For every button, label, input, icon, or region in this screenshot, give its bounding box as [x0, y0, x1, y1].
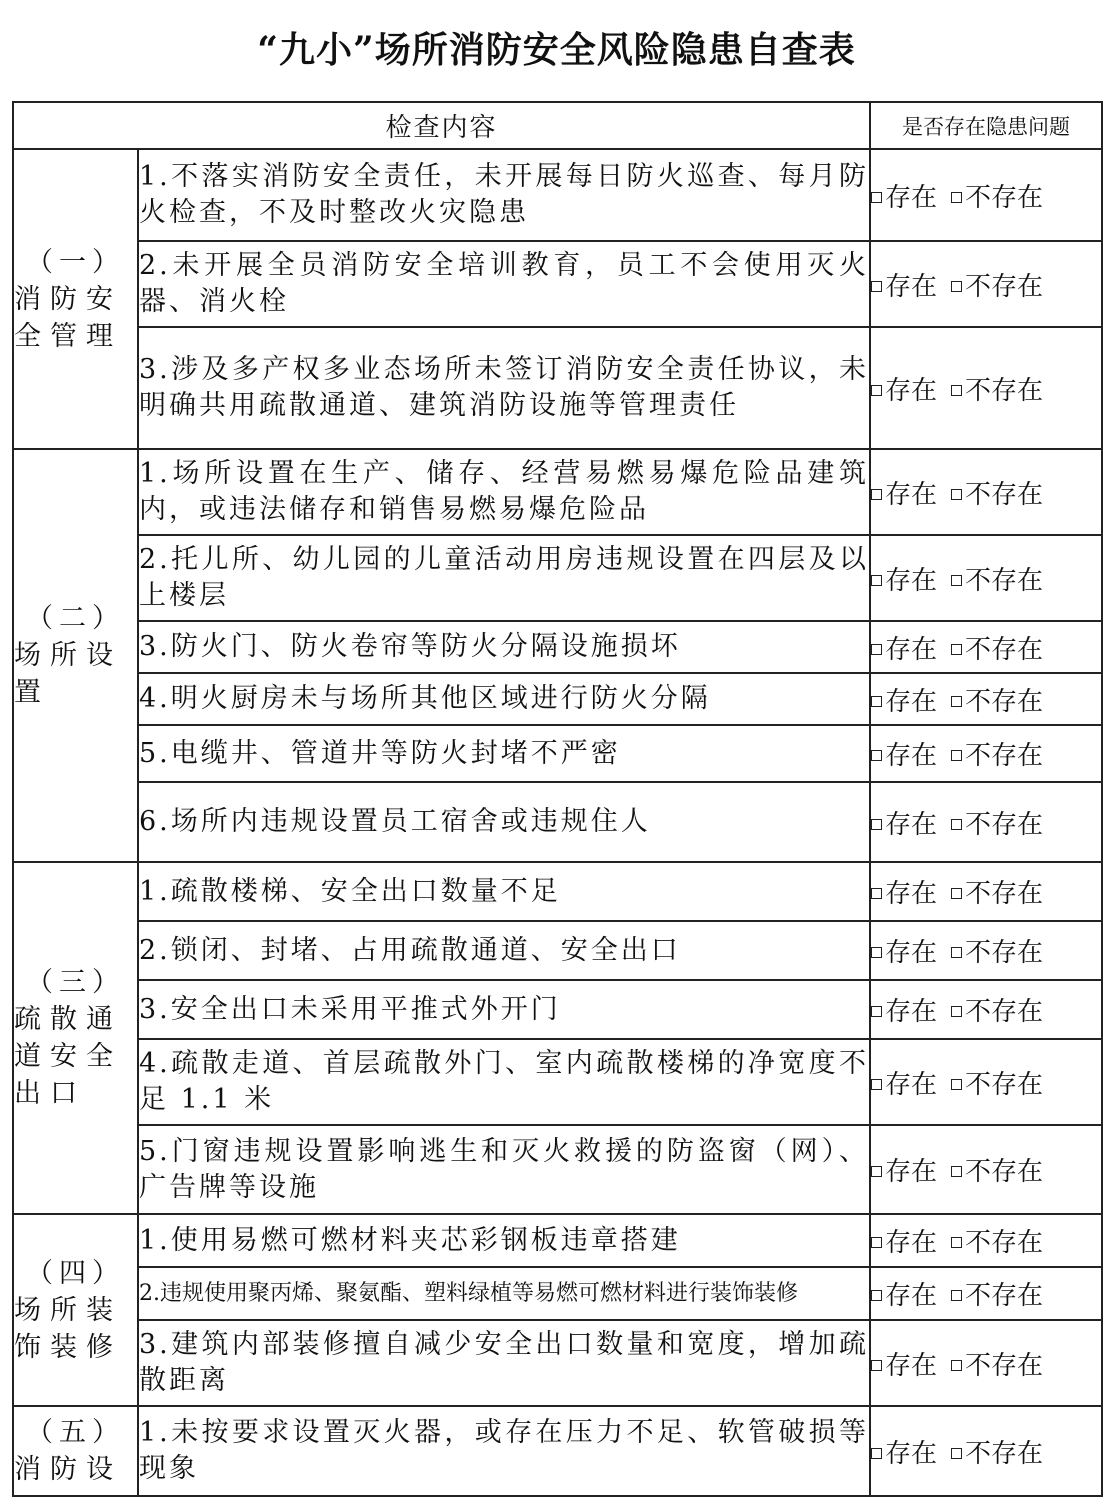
checkbox-icon[interactable]	[871, 1006, 882, 1017]
section-number: （二）	[26, 603, 125, 634]
check-item-text: 1.未按要求设置灭火器，或存在压力不足、软管破损等现象	[138, 1406, 870, 1496]
option-exists[interactable]	[871, 370, 937, 407]
option-label: 不存在	[965, 809, 1044, 840]
option-not-exists[interactable]	[951, 1433, 1043, 1470]
option-exists[interactable]	[871, 1064, 937, 1101]
option-not-exists[interactable]	[951, 1151, 1043, 1188]
check-item-text: 3.安全出口未采用平推式外开门	[138, 980, 870, 1039]
status-cell	[870, 921, 1102, 980]
option-not-exists[interactable]	[951, 1345, 1043, 1382]
option-not-exists[interactable]	[951, 560, 1043, 597]
option-exists[interactable]	[871, 560, 937, 597]
checklist-table	[12, 101, 1103, 1497]
status-cell	[870, 149, 1102, 241]
option-not-exists[interactable]	[951, 370, 1043, 407]
header-status: 是否存在隐患问题	[870, 102, 1102, 149]
option-label: 存在	[885, 741, 938, 771]
option-label: 不存在	[965, 1281, 1044, 1311]
checklist-row	[13, 1406, 1102, 1496]
section-label	[13, 1214, 138, 1406]
section-name: 消防设	[14, 1454, 122, 1485]
checkbox-icon[interactable]	[951, 1237, 962, 1248]
option-label: 不存在	[965, 182, 1044, 213]
checkbox-icon[interactable]	[951, 888, 962, 899]
checkbox-icon[interactable]	[871, 947, 882, 958]
section-label	[13, 1406, 138, 1496]
section-number: （三）	[26, 967, 125, 998]
option-label: 存在	[885, 634, 938, 665]
checklist-row	[13, 1214, 1102, 1267]
section-label	[13, 862, 138, 1214]
checklist-row	[13, 782, 1102, 862]
option-label: 不存在	[965, 565, 1044, 596]
checkbox-icon[interactable]	[951, 1360, 962, 1371]
checklist-row	[13, 725, 1102, 782]
checklist-row	[13, 327, 1102, 449]
checkbox-icon[interactable]	[951, 192, 962, 203]
checkbox-icon[interactable]	[871, 575, 882, 586]
status-cell	[870, 449, 1102, 535]
check-item-text: 2.未开展全员消防安全培训教育，员工不会使用灭火器、消火栓	[138, 241, 870, 327]
status-cell	[870, 862, 1102, 921]
checklist-row	[13, 1320, 1102, 1406]
option-not-exists[interactable]	[951, 177, 1043, 214]
section-number: （五）	[26, 1417, 125, 1448]
option-label: 不存在	[965, 375, 1044, 406]
check-item-text: 1.使用易燃可燃材料夹芯彩钢板违章搭建	[138, 1214, 870, 1267]
option-label: 不存在	[965, 1069, 1044, 1100]
status-cell	[870, 1406, 1102, 1496]
option-label: 存在	[885, 879, 938, 909]
option-label: 存在	[885, 1069, 938, 1100]
option-label: 不存在	[965, 1350, 1044, 1381]
checkbox-icon[interactable]	[951, 1006, 962, 1017]
option-label: 存在	[885, 375, 938, 406]
option-not-exists[interactable]	[951, 1222, 1043, 1259]
checkbox-icon[interactable]	[871, 888, 882, 899]
checkbox-icon[interactable]	[871, 1290, 882, 1301]
option-label: 存在	[885, 1228, 938, 1258]
option-label: 存在	[885, 1350, 938, 1381]
checklist-row	[13, 673, 1102, 725]
checkbox-icon[interactable]	[871, 385, 882, 396]
status-cell	[870, 1320, 1102, 1406]
section-number: （四）	[26, 1257, 125, 1289]
option-exists[interactable]	[871, 474, 937, 511]
option-not-exists[interactable]	[951, 681, 1043, 718]
checkbox-icon[interactable]	[871, 281, 882, 292]
section-label	[13, 149, 138, 449]
option-label: 不存在	[965, 997, 1044, 1027]
section-name: 消防安全管理	[14, 283, 122, 352]
option-label: 存在	[885, 997, 938, 1027]
option-not-exists[interactable]	[951, 991, 1043, 1028]
status-cell	[870, 1267, 1102, 1320]
check-item-text: 2.托儿所、幼儿园的儿童活动用房违规设置在四层及以上楼层	[138, 535, 870, 621]
checklist-row	[13, 921, 1102, 980]
checkbox-icon[interactable]	[871, 750, 882, 761]
status-cell	[870, 1039, 1102, 1125]
checkbox-icon[interactable]	[871, 192, 882, 203]
status-cell	[870, 725, 1102, 782]
option-exists[interactable]	[871, 629, 937, 666]
status-cell	[870, 1214, 1102, 1267]
checkbox-icon[interactable]	[951, 1166, 962, 1177]
checkbox-icon[interactable]	[951, 575, 962, 586]
status-cell	[870, 673, 1102, 725]
check-item-text: 2.锁闭、封堵、占用疏散通道、安全出口	[138, 921, 870, 980]
section-name: 场所设置	[14, 640, 122, 708]
option-label: 不存在	[965, 938, 1044, 968]
option-exists[interactable]	[871, 177, 937, 214]
option-label: 存在	[885, 809, 938, 840]
option-not-exists[interactable]	[951, 735, 1043, 772]
checkbox-icon[interactable]	[951, 644, 962, 655]
option-label: 不存在	[965, 479, 1044, 510]
option-exists[interactable]	[871, 1433, 937, 1470]
checklist-row	[13, 1125, 1102, 1214]
checkbox-icon[interactable]	[871, 1448, 882, 1459]
option-not-exists[interactable]	[951, 474, 1043, 511]
checklist-row	[13, 149, 1102, 241]
section-label	[13, 449, 138, 862]
check-item-text: 1.不落实消防安全责任，未开展每日防火巡查、每月防火检查，不及时整改火灾隐患	[138, 149, 870, 241]
checkbox-icon[interactable]	[951, 947, 962, 958]
check-item-text: 3.防火门、防火卷帘等防火分隔设施损坏	[138, 621, 870, 673]
option-exists[interactable]	[871, 1275, 937, 1312]
document-title: “九小”场所消防安全风险隐患自查表	[257, 29, 856, 71]
option-label: 不存在	[965, 741, 1044, 771]
option-exists[interactable]	[871, 873, 937, 910]
option-exists[interactable]	[871, 1151, 937, 1188]
checkbox-icon[interactable]	[871, 1079, 882, 1090]
checkbox-icon[interactable]	[951, 1079, 962, 1090]
option-label: 存在	[885, 1438, 938, 1469]
check-item-text: 1.场所设置在生产、储存、经营易燃易爆危险品建筑内，或违法储存和销售易燃易爆危险品	[138, 449, 870, 535]
header-content: 检查内容	[13, 102, 870, 149]
option-label: 不存在	[965, 686, 1044, 717]
checkbox-icon[interactable]	[871, 1237, 882, 1248]
option-label: 存在	[885, 182, 938, 213]
status-cell	[870, 535, 1102, 621]
check-item-text: 5.门窗违规设置影响逃生和灭火救援的防盗窗（网）、广告牌等设施	[138, 1125, 870, 1214]
check-item-text: 6.场所内违规设置员工宿舍或违规住人	[138, 782, 870, 862]
checklist-row	[13, 980, 1102, 1039]
option-not-exists[interactable]	[951, 873, 1043, 910]
checklist-row	[13, 1039, 1102, 1125]
option-exists[interactable]	[871, 804, 937, 841]
option-label: 存在	[885, 271, 938, 302]
checkbox-icon[interactable]	[871, 819, 882, 830]
option-exists[interactable]	[871, 932, 937, 969]
option-label: 不存在	[965, 634, 1044, 665]
option-label: 存在	[885, 565, 938, 596]
status-cell	[870, 1125, 1102, 1214]
option-label: 存在	[885, 938, 938, 968]
checkbox-icon[interactable]	[951, 819, 962, 830]
option-exists[interactable]	[871, 1345, 937, 1382]
option-label: 存在	[885, 686, 938, 717]
checkbox-icon[interactable]	[871, 696, 882, 707]
checkbox-icon[interactable]	[871, 1166, 882, 1177]
status-cell	[870, 241, 1102, 327]
option-exists[interactable]	[871, 735, 937, 772]
option-label: 不存在	[965, 1228, 1044, 1258]
checkbox-icon[interactable]	[951, 281, 962, 292]
status-cell	[870, 782, 1102, 862]
checklist-row	[13, 241, 1102, 327]
option-not-exists[interactable]	[951, 1275, 1043, 1312]
header-row	[13, 102, 1102, 149]
checkbox-icon[interactable]	[951, 489, 962, 500]
status-cell	[870, 621, 1102, 673]
check-item-text: 4.明火厨房未与场所其他区域进行防火分隔	[138, 673, 870, 725]
checkbox-icon[interactable]	[871, 489, 882, 500]
check-item-text: 3.涉及多产权多业态场所未签订消防安全责任协议，未明确共用疏散通道、建筑消防设施等管理责任	[138, 327, 870, 449]
section-number: （一）	[26, 246, 125, 278]
check-item-text: 3.建筑内部装修擅自减少安全出口数量和宽度，增加疏散距离	[138, 1320, 870, 1406]
checklist-row	[13, 862, 1102, 921]
section-name: 场所装饰装修	[14, 1294, 122, 1363]
section-name: 疏散通道安全出口	[14, 1004, 122, 1109]
option-not-exists[interactable]	[951, 804, 1043, 841]
option-label: 不存在	[965, 1157, 1044, 1187]
option-label: 存在	[885, 1281, 938, 1311]
checkbox-icon[interactable]	[951, 385, 962, 396]
option-exists[interactable]	[871, 681, 937, 718]
checkbox-icon[interactable]	[951, 1448, 962, 1459]
option-label: 存在	[885, 1157, 938, 1187]
option-not-exists[interactable]	[951, 629, 1043, 666]
option-label: 不存在	[965, 1438, 1044, 1469]
checkbox-icon[interactable]	[871, 644, 882, 655]
checklist-row	[13, 535, 1102, 621]
option-not-exists[interactable]	[951, 932, 1043, 969]
option-label: 存在	[885, 479, 938, 510]
option-exists[interactable]	[871, 266, 937, 303]
option-label: 不存在	[965, 879, 1044, 909]
checklist-row	[13, 1267, 1102, 1320]
option-not-exists[interactable]	[951, 1064, 1043, 1101]
checkbox-icon[interactable]	[951, 696, 962, 707]
option-not-exists[interactable]	[951, 266, 1043, 303]
checkbox-icon[interactable]	[951, 750, 962, 761]
status-cell	[870, 980, 1102, 1039]
checklist-row	[13, 621, 1102, 673]
checklist-row	[13, 449, 1102, 535]
checkbox-icon[interactable]	[871, 1360, 882, 1371]
check-item-text: 1.疏散楼梯、安全出口数量不足	[138, 862, 870, 921]
checkbox-icon[interactable]	[951, 1290, 962, 1301]
check-item-text: 4.疏散走道、首层疏散外门、室内疏散楼梯的净宽度不足 1.1 米	[138, 1039, 870, 1125]
option-exists[interactable]	[871, 1222, 937, 1259]
check-item-text: 5.电缆井、管道井等防火封堵不严密	[138, 725, 870, 782]
option-exists[interactable]	[871, 991, 937, 1028]
option-label: 不存在	[965, 271, 1044, 302]
status-cell	[870, 327, 1102, 449]
check-item-text: 2.违规使用聚丙烯、聚氨酯、塑料绿植等易燃可燃材料进行装饰装修	[138, 1267, 870, 1320]
